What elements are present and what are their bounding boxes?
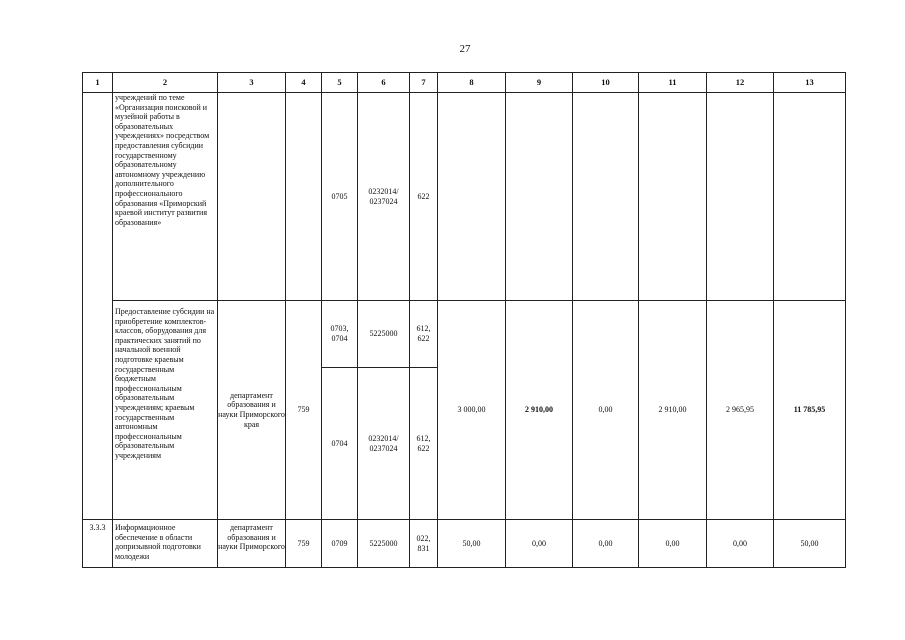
- table-row: [83, 301, 846, 368]
- row-a-department: [218, 93, 286, 301]
- budget-table: [82, 72, 846, 568]
- row-a-section: 0705: [322, 93, 358, 301]
- row-b-c11: 2 910,00: [639, 301, 707, 520]
- col-header-10: 10: [573, 73, 639, 93]
- row-c-c8: 50,00: [438, 520, 506, 568]
- col-header-11: 11: [639, 73, 707, 93]
- row-number-cell: [83, 93, 113, 520]
- col-header-5: 5: [322, 73, 358, 93]
- col-header-9: 9: [506, 73, 573, 93]
- row-b1-section: 0703, 0704: [322, 301, 358, 368]
- row-a-c11: [639, 93, 707, 301]
- row-a-c13: [774, 93, 846, 301]
- row-c-c12: 0,00: [707, 520, 774, 568]
- row-c-description: Информационное обеспечение в области допризывной подготовки молодежи: [113, 520, 218, 568]
- col-header-12: 12: [707, 73, 774, 93]
- row-b-c13: 11 785,95: [774, 301, 846, 520]
- col-header-4: 4: [286, 73, 322, 93]
- header-row: [83, 73, 846, 93]
- row-b1-target: 5225000: [358, 301, 410, 368]
- col-header-13: 13: [774, 73, 846, 93]
- row-b-c10: 0,00: [573, 301, 639, 520]
- col-header-8: 8: [438, 73, 506, 93]
- row-c-department: департамент образования и науки Приморского: [218, 520, 286, 568]
- row-c-c11: 0,00: [639, 520, 707, 568]
- row-c-c13: 50,00: [774, 520, 846, 568]
- col-header-3: 3: [218, 73, 286, 93]
- row-b-description: Предоставление субсидии на приобретение комплектов-классов, оборудования для практических занятий по начальной военной подготовке краевым государственным бюджетным профессиональным образовательным учреждениям; краевым государственным автономным профессиональным образовательным учреждениям: [113, 301, 218, 520]
- row-b-c9: 2 910,00: [506, 301, 573, 520]
- table-row: [83, 93, 846, 301]
- table-row: [83, 520, 846, 568]
- row-a-c10: [573, 93, 639, 301]
- page-number: 27: [459, 43, 471, 55]
- col-header-6: 6: [358, 73, 410, 93]
- row-b2-section: 0704: [322, 368, 358, 520]
- col-header-7: 7: [410, 73, 438, 93]
- row-c-admin-code: 759: [286, 520, 322, 568]
- row-a-admin-code: [286, 93, 322, 301]
- row-c-target: 5225000: [358, 520, 410, 568]
- row-b-department: департамент образования и науки Приморского края: [218, 301, 286, 520]
- row-b-c8: 3 000,00: [438, 301, 506, 520]
- row-b-c12: 2 965,95: [707, 301, 774, 520]
- col-header-2: 2: [113, 73, 218, 93]
- row-b-admin-code: 759: [286, 301, 322, 520]
- row-b2-type: 612, 622: [410, 368, 438, 520]
- row-a-type: 622: [410, 93, 438, 301]
- row-c-type: 022, 831: [410, 520, 438, 568]
- row-a-target: 0232014/ 0237024: [358, 93, 410, 301]
- row-b1-type: 612, 622: [410, 301, 438, 368]
- row-c-c9: 0,00: [506, 520, 573, 568]
- row-a-description: учреждений по теме «Организация поисковой и музейной работы в образовательных учреждениях» посредством предоставления субсидии государственному образовательному автономному учреждению дополнительного профессионального образования «Приморский краевой институт развития образования»: [113, 93, 218, 301]
- row-a-c8: [438, 93, 506, 301]
- col-header-1: 1: [83, 73, 113, 93]
- row-b2-target: 0232014/ 0237024: [358, 368, 410, 520]
- row-a-c12: [707, 93, 774, 301]
- row-c-c10: 0,00: [573, 520, 639, 568]
- row-c-section: 0709: [322, 520, 358, 568]
- row-c-number: 3.3.3: [83, 520, 113, 568]
- row-a-c9: [506, 93, 573, 301]
